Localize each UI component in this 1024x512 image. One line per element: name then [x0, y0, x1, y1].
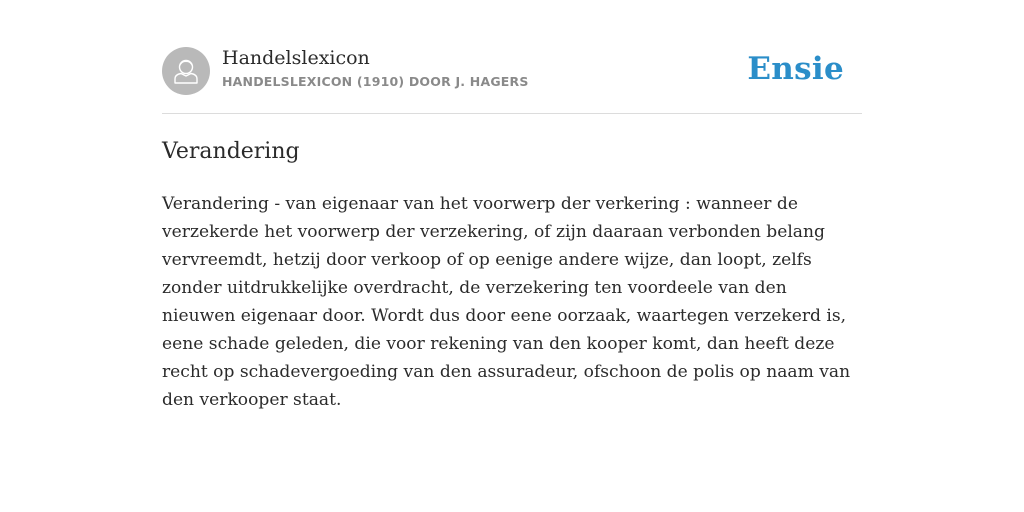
user-placeholder-icon — [162, 47, 210, 95]
source-name[interactable]: Handelslexicon — [222, 47, 370, 69]
header — [162, 45, 862, 113]
divider — [162, 113, 862, 114]
brand-logo[interactable]: Ensie — [747, 51, 844, 87]
avatar[interactable] — [162, 47, 210, 95]
source-subtitle[interactable]: HANDELSLEXICON (1910) DOOR J. HAGERS — [222, 74, 529, 89]
page-title: Verandering — [162, 139, 300, 164]
article-body: Verandering - van eigenaar van het voorwerp der verkering : wanneer de verzekerde het voorwerp der verzekering, of zijn daaraan verbonden belang vervreemdt, hetzij door verkoop of op eenige andere wijze, dan loopt, zelfs zonder uitdrukkelijke overdracht, de verzekering ten voordeele van den nieuwen eigenaar door. Wordt dus door eene oorzaak, waartegen verzekerd is, eene schade geleden, die voor rekening van den kooper komt, dan heeft deze recht op schadevergoeding van den assuradeur, ofschoon de polis op naam van den verkooper staat. — [162, 194, 851, 410]
